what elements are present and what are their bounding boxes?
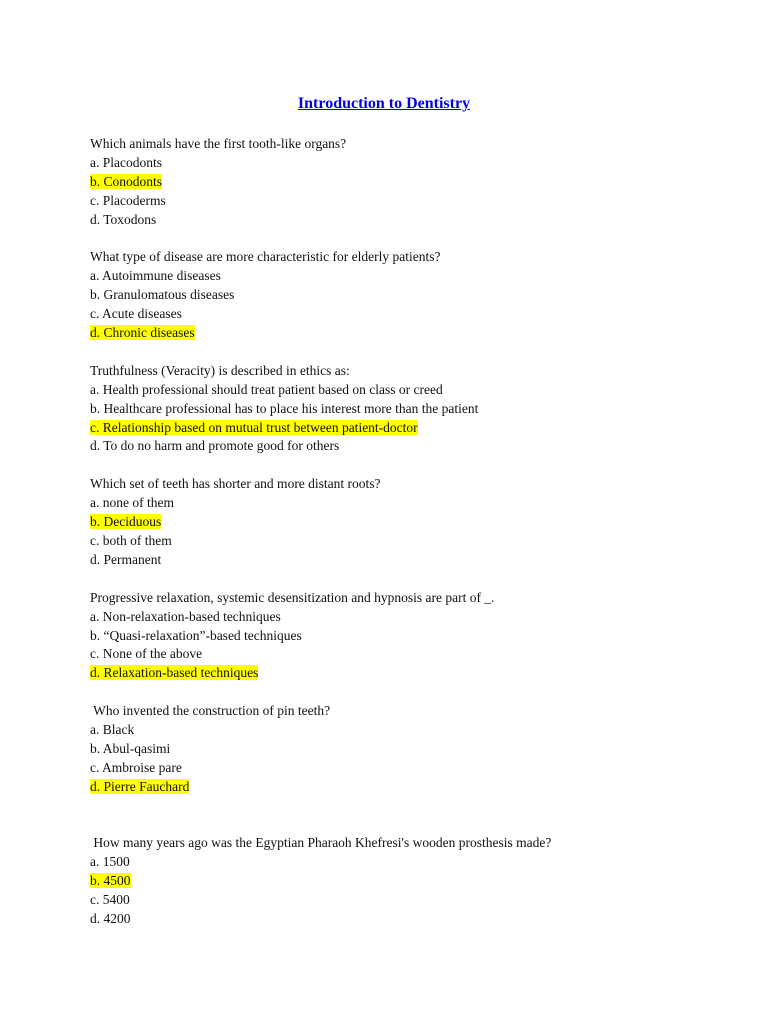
title-link[interactable]: Introduction to Dentistry: [297, 95, 471, 112]
answer-option: d. 4200: [90, 911, 131, 927]
answer-option: c. Placoderms: [90, 192, 166, 208]
answer-option-correct: b. Deciduous: [90, 514, 162, 530]
answer-option: a. Non-relaxation-based techniques: [90, 608, 281, 624]
answer-option: b. Abul-qasimi: [90, 740, 171, 756]
question-block-2: [90, 248, 730, 343]
answer-option: b. Healthcare professional has to place his interest more than the patient: [90, 400, 479, 416]
answer-option: d. To do no harm and promote good for others: [90, 438, 340, 454]
answer-option: b. “Quasi-relaxation”-based techniques: [90, 627, 302, 643]
question-text: Which set of teeth has shorter and more distant roots?: [90, 476, 381, 492]
answer-option: d. Toxodons: [90, 211, 157, 227]
question-block-7: [90, 834, 730, 929]
answer-option: a. Black: [90, 722, 135, 738]
answer-option: a. Placodonts: [90, 154, 162, 170]
question-block-5: [90, 589, 730, 684]
answer-option: d. Permanent: [90, 551, 162, 567]
question-text: Who invented the construction of pin teeth?: [90, 703, 331, 719]
question-text: Truthfulness (Veracity) is described in ethics as:: [90, 362, 350, 378]
question-block-6: [90, 702, 730, 797]
answer-option: c. both of them: [90, 532, 172, 548]
question-text: How many years ago was the Egyptian Pharaoh Khefresi's wooden prosthesis made?: [90, 835, 552, 851]
answer-option: a. Health professional should treat patient based on class or creed: [90, 381, 443, 397]
document-body: [90, 135, 730, 948]
question-text: What type of disease are more characteristic for elderly patients?: [90, 249, 441, 265]
answer-option: c. Acute diseases: [90, 306, 182, 322]
question-block-3: [90, 362, 730, 457]
answer-option-correct: d. Relaxation-based techniques: [90, 665, 259, 681]
answer-option: a. none of them: [90, 495, 174, 511]
answer-option: c. None of the above: [90, 646, 203, 662]
answer-option: b. Granulomatous diseases: [90, 287, 235, 303]
document-title: [0, 94, 768, 114]
answer-option: a. Autoimmune diseases: [90, 268, 221, 284]
question-block-4: [90, 475, 730, 570]
answer-option-correct: d. Chronic diseases: [90, 325, 195, 341]
question-block-1: [90, 135, 730, 230]
answer-option: c. 5400: [90, 892, 130, 908]
answer-option-correct: c. Relationship based on mutual trust between patient-doctor: [90, 419, 418, 435]
answer-option-correct: b. Conodonts: [90, 173, 163, 189]
question-text: Progressive relaxation, systemic desensitization and hypnosis are part of _.: [90, 589, 495, 605]
answer-option-correct: d. Pierre Fauchard: [90, 778, 190, 794]
answer-option-correct: b. 4500: [90, 873, 131, 889]
answer-option: c. Ambroise pare: [90, 759, 182, 775]
answer-option: a. 1500: [90, 854, 130, 870]
question-text: Which animals have the first tooth-like organs?: [90, 136, 347, 151]
